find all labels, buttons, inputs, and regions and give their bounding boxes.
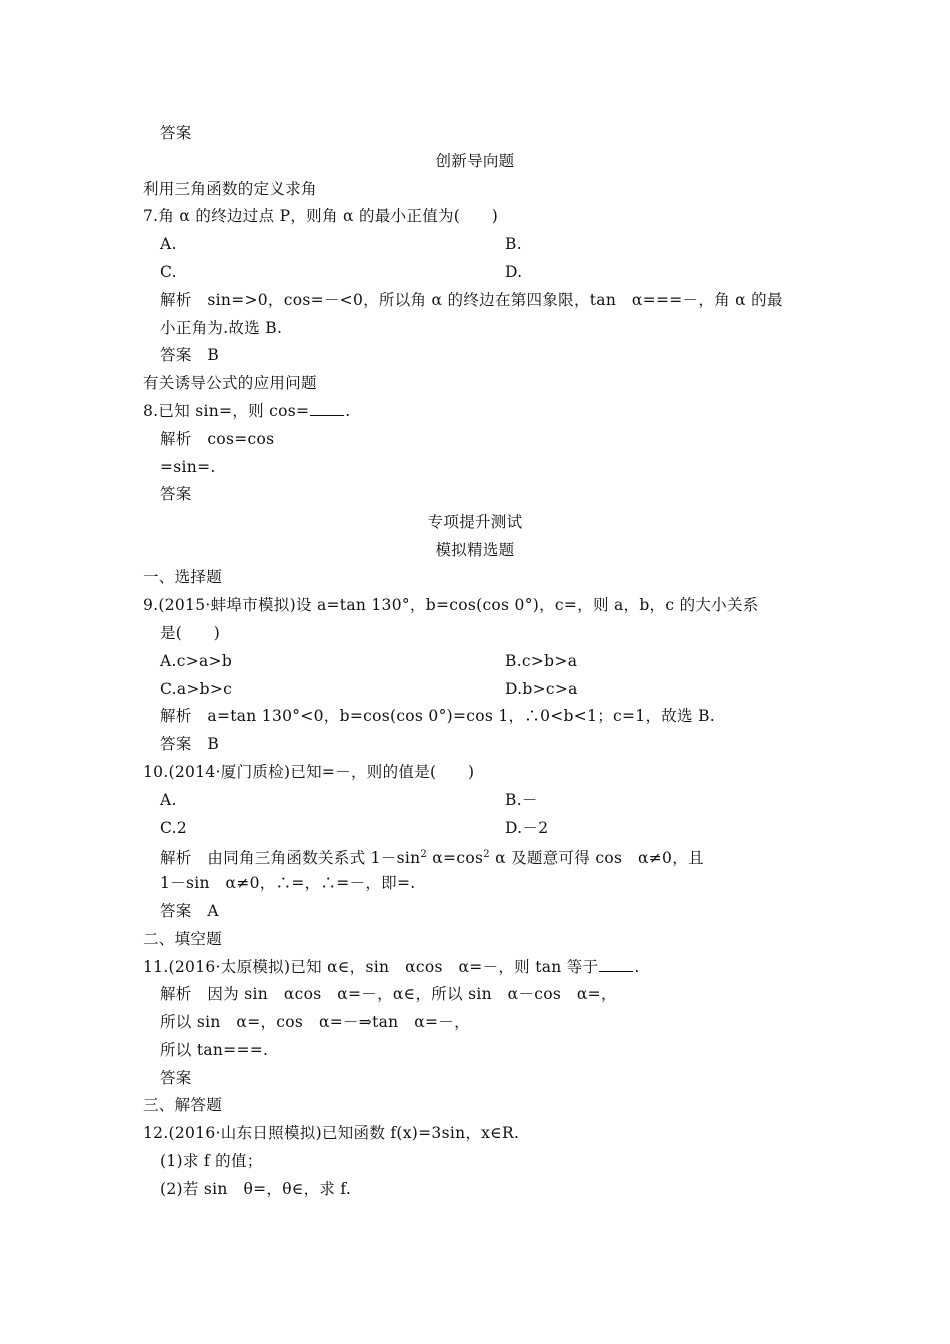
answer-blank <box>599 958 633 972</box>
analysis-line <box>160 845 704 868</box>
option-c: C. <box>160 263 177 281</box>
analysis-line: 解析 a=tan 130°<0，b=cos(cos 0°)=cos 1，∴0<b<1；c=1，故选 B. <box>160 707 716 725</box>
question-8 <box>143 401 351 421</box>
answer-line: 答案 B <box>160 735 220 753</box>
answer-label: 答案 <box>160 485 192 503</box>
topic-heading: 利用三角函数的定义求角 <box>143 180 317 198</box>
question-11 <box>143 957 640 977</box>
part-heading: 三、解答题 <box>143 1096 223 1114</box>
question-end: . <box>345 402 351 420</box>
option-b: B. <box>505 235 522 253</box>
option-c: C.a>b>c <box>160 680 233 698</box>
section-heading: 模拟精选题 <box>435 541 515 559</box>
analysis-line: 所以 tan===. <box>160 1041 269 1059</box>
option-d: D. <box>505 263 523 281</box>
answer-blank <box>310 402 344 416</box>
analysis-line: 1－sin α≠0，∴=，∴=－，即=. <box>160 874 416 892</box>
question-7: 7.角 α 的终边过点 P，则角 α 的最小正值为( ) <box>143 207 499 225</box>
answer-label: 答案 <box>160 124 192 142</box>
option-a: A. <box>160 235 177 253</box>
option-b: B.－ <box>505 791 538 809</box>
answer-line: 答案 B <box>160 346 220 364</box>
section-heading: 专项提升测试 <box>427 513 523 531</box>
option-a: A.c>a>b <box>160 652 233 670</box>
section-heading: 创新导向题 <box>435 152 515 170</box>
topic-heading: 有关诱导公式的应用问题 <box>143 374 317 392</box>
question-end: . <box>634 958 640 976</box>
question-12: 12.(2016·山东日照模拟)已知函数 f(x)=3sin，x∈R. <box>143 1124 520 1142</box>
option-a: A. <box>160 791 177 809</box>
superscript: 2 <box>483 849 490 860</box>
question-line: 是( ) <box>160 624 221 642</box>
analysis-line: 解析 cos=cos <box>160 430 275 448</box>
answer-line: 答案 A <box>160 902 219 920</box>
option-d: D.－2 <box>505 819 549 837</box>
option-c: C.2 <box>160 819 187 837</box>
question-9: 9.(2015·蚌埠市模拟)设 a=tan 130°，b=cos(cos 0°)，c=，则 a，b，c 的大小关系 <box>143 596 759 614</box>
question-text: 8.已知 sin=，则 cos= <box>143 402 310 420</box>
analysis-text: α 及题意可得 cos α≠0，且 <box>489 849 704 867</box>
part-heading: 二、填空题 <box>143 930 223 948</box>
analysis-line: =sin=. <box>160 458 216 476</box>
part-heading: 一、选择题 <box>143 568 223 586</box>
analysis-line: 解析 sin=>0，cos=－<0，所以角 α 的终边在第四象限，tan α===－，角 α 的最 <box>160 291 783 309</box>
question-10: 10.(2014·厦门质检)已知=－，则的值是( ) <box>143 763 475 781</box>
analysis-line: 解析 因为 sin αcos α=－，α∈，所以 sin α－cos α=， <box>160 985 617 1003</box>
answer-label: 答案 <box>160 1069 192 1087</box>
superscript: 2 <box>420 849 428 860</box>
analysis-text: 解析 由同角三角函数关系式 1－sin <box>160 849 421 867</box>
analysis-line: 所以 sin α=，cos α=－⇒tan α=－， <box>160 1013 470 1031</box>
analysis-line: 小正角为.故选 B. <box>160 319 283 337</box>
question-text: 11.(2016·太原模拟)已知 α∈，sin αcos α=－，则 tan 等于 <box>143 958 599 976</box>
question-line: (1)求 f 的值； <box>160 1152 263 1170</box>
analysis-text: α=cos <box>427 849 484 867</box>
question-line: (2)若 sin θ=，θ∈，求 f. <box>160 1180 352 1198</box>
option-d: D.b>c>a <box>505 680 578 698</box>
option-b: B.c>b>a <box>505 652 578 670</box>
